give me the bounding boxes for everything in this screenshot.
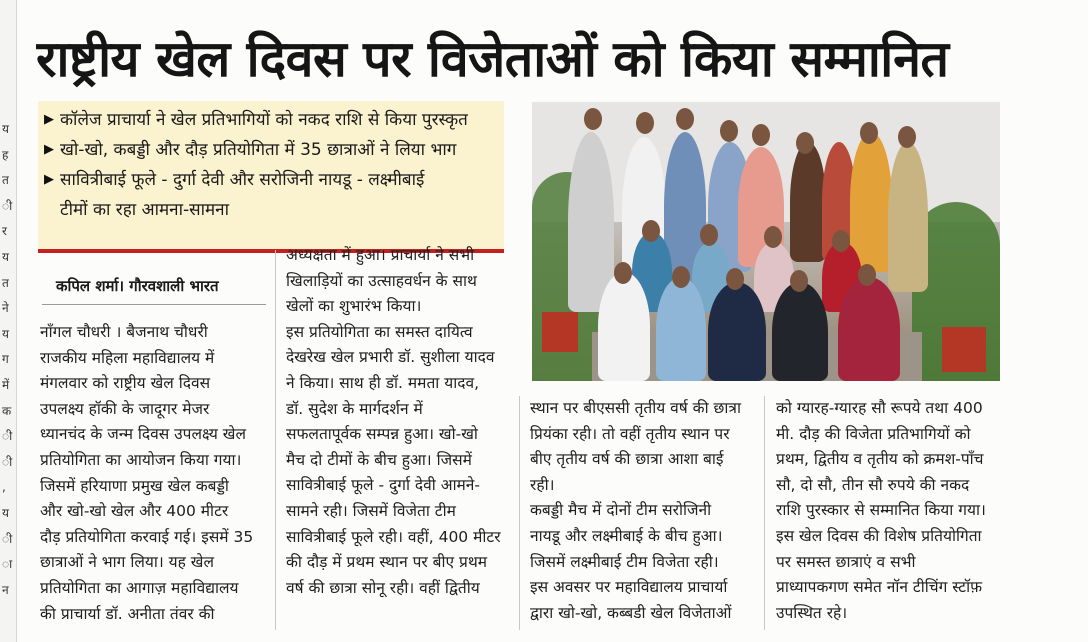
- headline: राष्ट्रीय खेल दिवस पर विजेताओं को किया सम्मानित: [36, 30, 949, 88]
- article-line: राशि पुरस्कार से सम्मानित किया गया।: [776, 501, 986, 520]
- article-line: छात्राओं ने भाग लिया। यह खेल: [40, 553, 214, 572]
- highlights-box: [38, 101, 504, 253]
- article-line: खिलाड़ियों का उत्साहवर्धन के साथ: [286, 271, 477, 290]
- edge-fragment-char: ी: [2, 198, 13, 213]
- photo-pot: [942, 327, 986, 372]
- highlight-text: कॉलेज प्राचार्या ने खेल प्रतिभागियों को नकद राशि से किया पुरस्कृत: [60, 110, 468, 130]
- article-line: सावित्रीबाई फूले - दुर्गा देवी आमने-: [286, 476, 480, 495]
- photo-head: [858, 264, 876, 286]
- edge-fragment-char: ी: [2, 429, 13, 444]
- photo-head: [584, 108, 602, 130]
- edge-fragment-char: ने: [2, 301, 9, 316]
- edge-fragment-char: ी: [2, 454, 13, 469]
- photo-person: [838, 277, 900, 381]
- article-line: सफलतापूर्वक सम्पन्न हुआ। खो-खो: [286, 425, 478, 444]
- edge-fragment-char: न: [2, 582, 9, 597]
- article-line: वर्ष की छात्रा सोनू रही। वहीं द्वितीय: [286, 578, 480, 597]
- article-column-2: [286, 243, 508, 601]
- article-line: नाँगल चौधरी । बैजनाथ चौधरी: [40, 323, 208, 341]
- article-line: प्रियंका रही। तो वहीं तृतीय स्थान पर: [530, 424, 730, 443]
- article-line: इस प्रतियोगिता का समस्त दायित्व: [286, 322, 473, 341]
- article-line: इस खेल दिवस की विशेष प्रतियोगिता: [776, 526, 982, 545]
- article-line: द्वारा खो-खो, कब्बडी खेल विजेताओं: [530, 603, 732, 622]
- edge-fragment-char: ग: [2, 352, 9, 367]
- highlight-text: सावित्रीबाई फूले - दुर्गा देवी और सरोजिनी नायडू - लक्ष्मीबाई: [60, 170, 425, 190]
- article-line: की प्राचार्या डॉ. अनीता तंवर की: [40, 604, 215, 623]
- article-column-3: [530, 396, 752, 626]
- triangle-right-icon: ▶: [44, 112, 54, 127]
- edge-fragment-char: ,: [2, 480, 6, 495]
- photo-head: [720, 120, 738, 142]
- edge-fragment-char: य: [2, 250, 9, 264]
- article-line: कबड्डी मैच में दोनों टीम सरोजिनी: [530, 501, 712, 520]
- news-photo: [532, 102, 1000, 381]
- column-divider: [275, 250, 276, 630]
- article-line: खेलों का शुभारंभ किया।: [286, 297, 422, 316]
- article-line: जिसमें लक्ष्मीबाई टीम विजेता रही।: [530, 552, 719, 571]
- photo-head: [752, 124, 770, 146]
- article-line: इस अवसर पर महाविद्यालय प्राचार्या: [530, 578, 728, 597]
- article-line: नायडू और लक्ष्मीबाई के बीच हुआ।: [530, 526, 723, 545]
- article-line: उपस्थित रहे।: [776, 603, 848, 622]
- photo-head: [790, 270, 808, 292]
- photo-pot: [542, 312, 578, 352]
- article-line: को ग्यारह-ग्यारह सौ रूपये तथा 400: [776, 399, 983, 417]
- article-line: ने किया। साथ ही डॉ. ममता यादव,: [286, 373, 480, 392]
- photo-head: [700, 224, 718, 246]
- edge-fragment-char: में: [2, 378, 10, 392]
- photo-person: [790, 142, 826, 262]
- byline: कपिल शर्मा। गौरवशाली भारत: [56, 277, 219, 295]
- photo-person: [850, 132, 892, 272]
- photo-head: [614, 262, 632, 284]
- edge-fragment-char: ा: [2, 557, 13, 572]
- article-line: बीए तृतीय वर्ष की छात्रा आशा बाई: [530, 450, 724, 469]
- article-line: प्रथम, द्वितीय व तृतीय को क्रमश-पाँच: [776, 450, 984, 469]
- highlight-item: [44, 135, 498, 165]
- article-line: प्रतियोगिता का आगाज़ महाविद्यालय: [40, 578, 239, 597]
- article-line: डॉ. सुदेश के मार्गदर्शन में: [286, 399, 423, 418]
- article-line: देखरेख खेल प्रभारी डॉ. सुशीला यादव: [286, 348, 495, 367]
- article-line: उपलक्ष्य हॉकी के जादूगर मेजर: [40, 399, 210, 418]
- photo-person: [598, 272, 650, 381]
- triangle-right-icon: ▶: [44, 172, 54, 187]
- photo-person: [708, 282, 766, 381]
- article-line: स्थान पर बीएससी तृतीय वर्ष की छात्रा: [530, 399, 741, 417]
- article-line: सौ, दो सौ, तीन सौ रुपये की नकद: [776, 475, 970, 494]
- byline-rule: [42, 304, 266, 305]
- article-line: प्राध्यापकगण समेत नॉन टीचिंग स्टॉफ़: [776, 578, 983, 597]
- article-line: दौड़ प्रतियोगिता करवाई गई। इसमें 35: [40, 527, 254, 546]
- edge-fragment-char: य: [2, 506, 9, 520]
- edge-fragment-char: ी: [2, 531, 13, 546]
- photo-head: [898, 126, 916, 148]
- edge-fragment-char: क: [2, 403, 12, 418]
- edge-fragment-char: त: [2, 275, 9, 290]
- photo-person: [656, 277, 706, 381]
- article-column-1: [40, 320, 264, 627]
- photo-head: [832, 230, 850, 252]
- edge-fragment-char: र: [2, 224, 7, 239]
- photo-head: [672, 266, 690, 288]
- article-line: मैच दो टीमों के बीच हुआ। जिसमें: [286, 450, 472, 469]
- photo-head: [764, 226, 782, 248]
- highlight-text: खो-खो, कबड्डी और दौड़ प्रतियोगिता में 35 छात्राओं ने लिया भाग: [60, 140, 457, 160]
- edge-fragment-char: य: [2, 122, 9, 136]
- column-divider: [519, 396, 520, 630]
- article-line: प्रतियोगिता का आयोजन किया गया।: [40, 450, 242, 469]
- column-divider: [764, 396, 765, 630]
- article-line: रही।: [530, 475, 555, 494]
- article-line: मंगलवार को राष्ट्रीय खेल दिवस: [40, 374, 211, 393]
- highlight-item: [44, 105, 498, 135]
- photo-head: [726, 268, 744, 290]
- article-line: और खो-खो खेल और 400 मीटर: [40, 502, 229, 521]
- adjacent-column-fragment: [0, 0, 17, 642]
- article-line: मी. दौड़ की विजेता प्रतिभागियों को: [776, 424, 971, 443]
- edge-fragment-char: त: [2, 173, 9, 188]
- edge-fragment-char: ह: [2, 147, 9, 162]
- photo-head: [642, 220, 660, 242]
- photo-head: [860, 122, 878, 144]
- article-line: की दौड़ में प्रथम स्थान पर बीए प्रथम: [286, 553, 488, 572]
- photo-person: [772, 282, 828, 381]
- article-line: पर समस्त छात्राएं व सभी: [776, 552, 916, 571]
- highlight-item: [44, 165, 498, 225]
- article-column-4: [776, 396, 998, 626]
- photo-head: [636, 112, 654, 134]
- article-line: राजकीय महिला महाविद्यालय में: [40, 348, 215, 367]
- photo-head: [676, 108, 694, 130]
- photo-person: [888, 142, 928, 292]
- article-line: अध्यक्षता में हुआ। प्राचार्या ने सभी: [286, 246, 475, 264]
- article-line: जिसमें हरियाणा प्रमुख खेल कबड्डी: [40, 476, 229, 495]
- article-line: ध्यानचंद के जन्म दिवस उपलक्ष्य खेल: [40, 425, 246, 444]
- article-line: सामने रही। जिसमें विजेता टीम: [286, 501, 456, 520]
- edge-fragment-char: य: [2, 326, 9, 341]
- article-line: सावित्रीबाई फूले रही। वहीं, 400 मीटर: [286, 527, 501, 546]
- highlight-text: टीमों का रहा आमना-सामना: [60, 200, 230, 220]
- triangle-right-icon: ▶: [44, 142, 54, 157]
- photo-head: [796, 132, 814, 154]
